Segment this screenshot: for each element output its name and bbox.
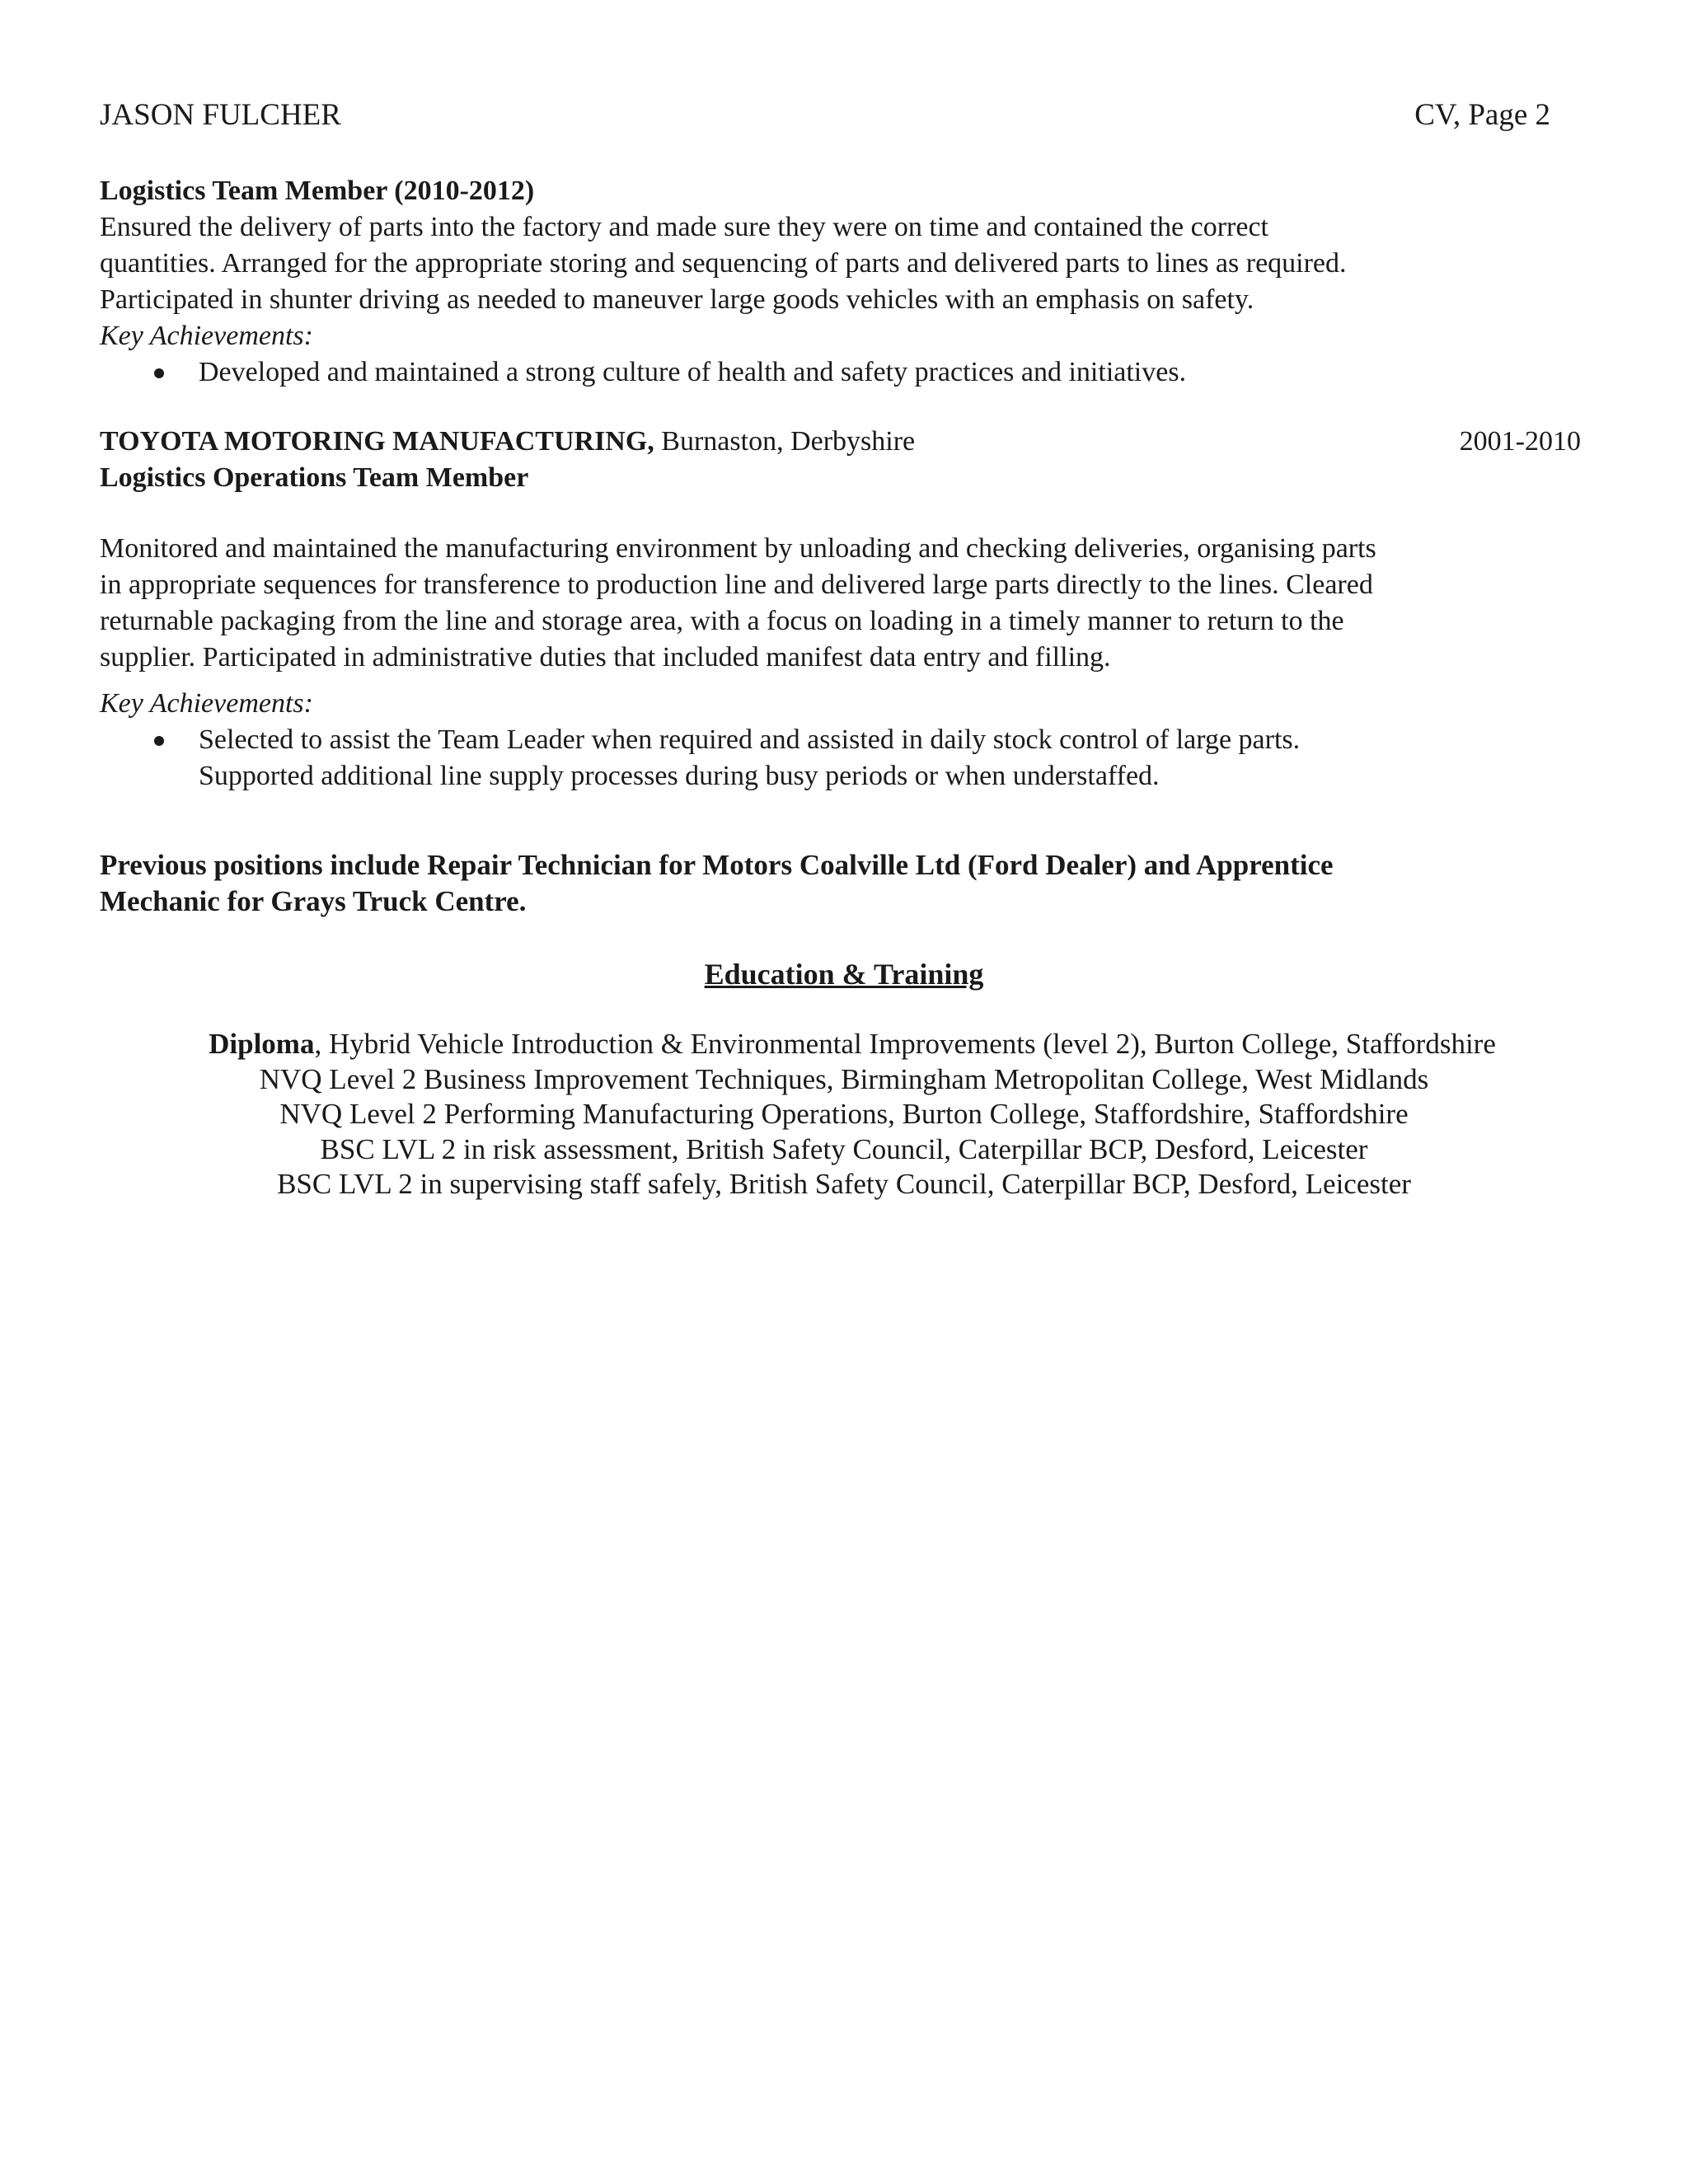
role-description-line: quantities. Arranged for the appropriate storing and sequencing of parts and delivered parts to lines as required.	[100, 248, 1347, 279]
role-description-line: in appropriate sequences for transference to production line and delivered large parts directly to the lines. Cleared	[100, 569, 1373, 600]
education-item: BSC LVL 2 in supervising staff safely, British Safety Council, Caterpillar BCP, Desford, Leicester	[277, 1168, 1411, 1200]
role-toyota-achievements	[100, 686, 1581, 794]
achievement-item: Selected to assist the Team Leader when required and assisted in daily stock control of large parts. Supported additional line supply processes during busy periods or when understaffed.	[100, 722, 1581, 794]
role-description-line: supplier. Participated in administrative duties that included manifest data entry and filling.	[100, 642, 1111, 673]
achievement-item: Developed and maintained a strong culture of health and safety practices and initiatives.	[100, 354, 1581, 391]
page-number-label: CV, Page 2	[1414, 98, 1550, 132]
role-toyota-description	[100, 531, 1581, 676]
role-description-line: Participated in shunter driving as needed to maneuver large goods vehicles with an emphasis on safety.	[100, 284, 1254, 315]
bullet-icon	[154, 368, 164, 378]
role-title: Logistics Team Member (2010-2012)	[100, 176, 535, 206]
role-description-line: Ensured the delivery of parts into the factory and made sure they were on time and contained the correct	[100, 212, 1269, 242]
achievements-list	[100, 354, 1581, 391]
employment-dates: 2001-2010	[1459, 426, 1581, 457]
previous-positions: Previous positions include Repair Technician for Motors Coalville Ltd (Ford Dealer) and Apprentice Mechanic for Grays Truck Centre.	[100, 849, 1334, 917]
company-name: TOYOTA MOTORING MANUFACTURING,	[100, 426, 654, 457]
company-location: Burnaston, Derbyshire	[661, 426, 916, 457]
role-logistics-team-member	[100, 173, 1581, 391]
education-item: NVQ Level 2 Business Improvement Techniques, Birmingham Metropolitan College, West Midlands	[259, 1062, 1429, 1095]
role-title: Logistics Operations Team Member	[100, 462, 529, 493]
candidate-name: JASON FULCHER	[100, 98, 341, 132]
page-header	[100, 97, 1550, 134]
education-item: BSC LVL 2 in risk assessment, British Safety Council, Caterpillar BCP, Desford, Leicester	[320, 1132, 1368, 1165]
section-heading-education: Education & Training	[704, 958, 984, 991]
role-description-line: Monitored and maintained the manufacturing environment by unloading and checking deliveries, organising parts	[100, 533, 1376, 564]
key-achievements-label: Key Achievements:	[100, 321, 313, 351]
bullet-icon	[154, 736, 164, 746]
role-toyota	[100, 424, 1581, 496]
education-item: NVQ Level 2 Performing Manufacturing Operations, Burton College, Staffordshire, Staffordshire	[279, 1098, 1409, 1130]
role-description-line: returnable packaging from the line and storage area, with a focus on loading in a timely manner to return to the	[100, 606, 1344, 636]
key-achievements-label: Key Achievements:	[100, 688, 313, 719]
achievements-list	[100, 722, 1581, 794]
education-item: Diploma, Hybrid Vehicle Introduction & Environmental Improvements (level 2), Burton College, Staffordshire	[209, 1028, 1496, 1060]
company-line	[100, 424, 1581, 460]
education-list	[0, 1027, 1688, 1202]
